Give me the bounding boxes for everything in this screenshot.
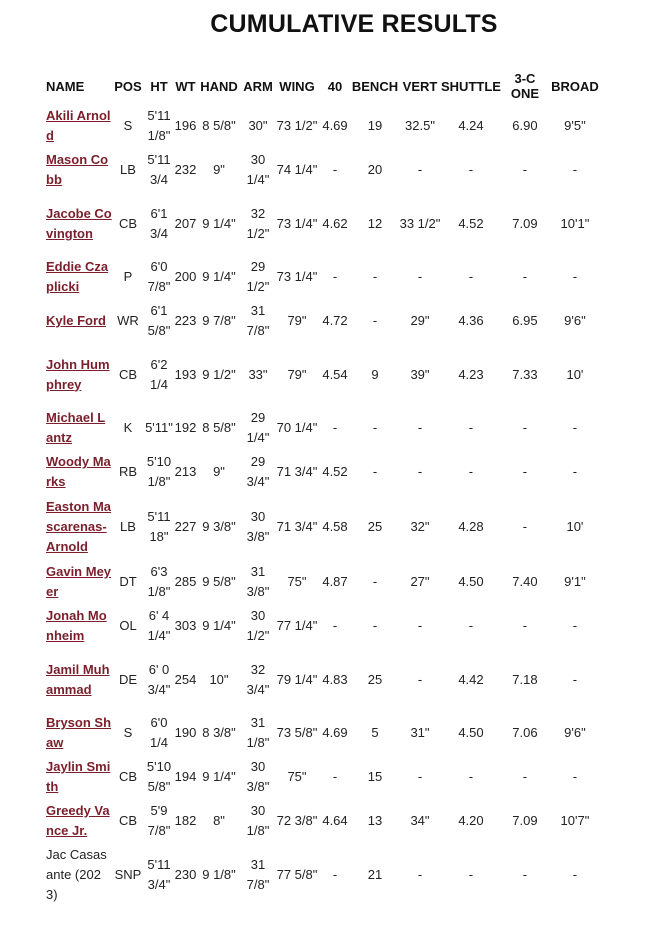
cell-forty: 4.64 — [322, 813, 348, 828]
player-name-link[interactable]: Jacobe Covington — [46, 205, 112, 241]
cell-wt: 232 — [174, 162, 197, 177]
cell-pos: P — [123, 269, 133, 284]
cell-vert: - — [417, 618, 423, 633]
cell-vert: 39" — [410, 366, 430, 382]
cell-broad: 10'7" — [560, 813, 590, 828]
cell-wing: 73 1/2" — [276, 118, 318, 133]
cell-wing: 75" — [287, 574, 307, 589]
cell-bench: 5 — [371, 725, 379, 740]
cell-hand: 9 1/4" — [202, 769, 236, 784]
cell-wt: 303 — [174, 618, 197, 633]
cell-shuttle: 4.28 — [458, 519, 484, 534]
player-name-cell — [44, 755, 112, 799]
cell-arm: 32 3/4" — [246, 661, 270, 697]
cell-vert: 27" — [410, 574, 430, 589]
cell-bench: - — [372, 313, 378, 328]
cell-arm: 30 3/8" — [246, 759, 270, 794]
player-name-cell — [44, 104, 112, 148]
cell-vert: - — [417, 769, 423, 784]
cell-pos: LB — [120, 519, 136, 534]
table-row — [44, 343, 601, 406]
player-name-link[interactable]: Easton Mascarenas-Arnold — [46, 499, 112, 554]
cell-ht: 5'11 1/8" — [147, 108, 171, 143]
cell-vert: 33 1/2" — [399, 215, 441, 231]
cell-bench: 12 — [367, 215, 383, 231]
column-header-three-cone: 3-CONE — [510, 71, 540, 101]
cell-broad: - — [572, 671, 578, 687]
cell-forty: 4.72 — [322, 313, 348, 328]
cell-ht: 6'0 7/8" — [147, 259, 171, 294]
cell-arm: 31 7/8" — [246, 856, 270, 892]
cell-ht: 6'2 1/4 — [149, 356, 169, 392]
cell-ht: 5'11 18" — [147, 509, 171, 544]
cell-cone: - — [522, 519, 528, 534]
cell-wt: 254 — [174, 671, 197, 687]
cell-shuttle: - — [468, 618, 474, 633]
cell-wt: 190 — [174, 725, 197, 740]
cell-vert: - — [417, 162, 423, 177]
cell-wt: 227 — [174, 519, 197, 534]
cell-pos: OL — [119, 618, 137, 633]
player-name-cell — [44, 711, 112, 755]
cell-shuttle: - — [468, 464, 474, 479]
cell-forty: 4.69 — [322, 725, 348, 740]
results-body — [44, 104, 601, 906]
column-header-wt: WT — [175, 78, 196, 94]
cell-hand: 8 5/8" — [202, 118, 236, 133]
cell-bench: 21 — [367, 866, 383, 882]
cell-arm: 29 3/4" — [246, 454, 270, 489]
column-header-hand: HAND — [200, 78, 238, 94]
cell-arm: 32 1/2" — [246, 205, 270, 241]
table-row — [44, 299, 601, 343]
cell-cone: 7.09 — [512, 813, 538, 828]
player-name-cell — [44, 406, 112, 450]
cell-wt: 194 — [174, 769, 197, 784]
cell-ht: 6'3 1/8" — [147, 564, 171, 599]
cell-bench: 15 — [367, 769, 383, 784]
column-header-pos: POS — [114, 78, 142, 94]
cell-ht: 5'11 3/4" — [147, 856, 171, 892]
cell-arm: 29 1/4" — [246, 410, 270, 445]
cell-ht: 6'0 1/4 — [149, 715, 169, 750]
cell-cone: 7.40 — [512, 574, 538, 589]
cell-vert: - — [417, 420, 423, 435]
cell-bench: - — [372, 618, 378, 633]
player-name-link[interactable]: Akili Arnold — [46, 108, 111, 143]
cell-pos: DT — [119, 574, 137, 589]
cell-vert: 32.5" — [405, 118, 435, 133]
cell-wing: 73 1/4" — [276, 215, 318, 231]
results-table — [44, 68, 601, 906]
cell-broad: 10' — [566, 366, 584, 382]
cell-vert: 29" — [410, 313, 430, 328]
cell-shuttle: 4.36 — [458, 313, 484, 328]
cell-bench: 25 — [367, 671, 383, 687]
table-row — [44, 406, 601, 450]
cell-broad: 10' — [566, 519, 584, 534]
cell-hand: 9 5/8" — [202, 574, 236, 589]
cell-forty: 4.62 — [322, 215, 348, 231]
cell-ht: 5'10 5/8" — [146, 759, 172, 794]
cell-wt: 200 — [174, 269, 197, 284]
cell-broad: - — [572, 269, 578, 284]
cell-arm: 33" — [248, 366, 268, 382]
cell-arm: 30" — [248, 118, 268, 133]
cell-ht: 6' 4 1/4" — [147, 608, 171, 643]
player-name-cell — [44, 148, 112, 192]
player-name-link[interactable]: Kyle Ford — [46, 313, 106, 328]
table-row — [44, 560, 601, 604]
cell-forty: 4.54 — [322, 366, 348, 382]
cell-pos: LB — [120, 162, 136, 177]
table-row — [44, 843, 601, 906]
player-name-cell — [44, 494, 112, 560]
cell-forty: 4.52 — [322, 464, 348, 479]
cell-wt: 207 — [174, 215, 197, 231]
cell-vert: 32" — [410, 519, 430, 534]
cell-cone: - — [522, 269, 528, 284]
cell-broad: - — [572, 769, 578, 784]
cell-wt: 192 — [174, 420, 197, 435]
cell-arm: 31 1/8" — [246, 715, 270, 750]
player-name-cell — [44, 299, 112, 343]
cell-broad: 9'5" — [564, 118, 586, 133]
cell-cone: - — [522, 769, 528, 784]
cell-wing: 77 5/8" — [276, 866, 318, 882]
cell-hand: 10" — [209, 671, 229, 687]
cell-forty: 4.69 — [322, 118, 348, 133]
cell-bench: 19 — [367, 118, 383, 133]
column-header-bench: BENCH — [351, 78, 399, 94]
cell-hand: 9" — [213, 162, 225, 177]
column-header-name: NAME — [46, 78, 85, 94]
cell-bench: 20 — [367, 162, 383, 177]
cell-shuttle: 4.24 — [458, 118, 484, 133]
table-row — [44, 755, 601, 799]
cell-pos: CB — [118, 366, 138, 382]
column-header-arm: ARM — [243, 78, 273, 94]
player-name-text: Jac Casasante (2023) — [46, 846, 107, 902]
cell-wing: 74 1/4" — [276, 162, 318, 177]
cell-forty: 4.83 — [322, 671, 348, 687]
table-row — [44, 450, 601, 494]
cell-wing: 75" — [287, 769, 307, 784]
cell-wt: 193 — [174, 366, 197, 382]
cell-forty: 4.87 — [322, 574, 348, 589]
cell-arm: 31 7/8" — [246, 303, 270, 338]
cell-forty: - — [332, 866, 338, 882]
cell-wt: 213 — [174, 464, 197, 479]
cell-vert: - — [417, 464, 423, 479]
cell-forty: - — [332, 162, 338, 177]
table-row — [44, 648, 601, 711]
cell-cone: 7.09 — [512, 215, 538, 231]
cell-shuttle: 4.50 — [458, 725, 484, 740]
cell-hand: 9 1/2" — [202, 366, 236, 382]
cell-hand: 9 1/8" — [202, 866, 236, 882]
player-name-link[interactable]: Eddie Czaplicki — [46, 259, 109, 294]
table-row — [44, 604, 601, 648]
cell-pos: CB — [118, 813, 138, 828]
cell-hand: 9 1/4" — [202, 618, 236, 633]
cell-cone: - — [522, 420, 528, 435]
cell-wt: 223 — [174, 313, 197, 328]
cell-bench: 13 — [367, 813, 383, 828]
cell-pos: RB — [118, 464, 138, 479]
cell-shuttle: 4.52 — [458, 215, 484, 231]
cell-arm: 30 1/2" — [246, 608, 270, 643]
cell-shuttle: 4.20 — [458, 813, 484, 828]
cell-broad: - — [572, 618, 578, 633]
cell-shuttle: - — [468, 866, 474, 882]
cell-cone: - — [522, 866, 528, 882]
cell-cone: - — [522, 618, 528, 633]
column-header-ht: HT — [150, 78, 168, 94]
player-name-link[interactable]: Jamil Muhammad — [46, 661, 110, 697]
cell-wing: 72 3/8" — [276, 813, 318, 828]
player-name-cell — [44, 192, 112, 255]
column-header-vert: VERT — [402, 78, 438, 94]
cell-shuttle: 4.42 — [458, 671, 484, 687]
cell-cone: 7.18 — [512, 671, 538, 687]
cell-ht: 5'9 7/8" — [147, 803, 171, 838]
cell-pos: CB — [118, 769, 138, 784]
column-header-shuttle: SHUTTLE — [441, 78, 501, 94]
page-title: CUMULATIVE RESULTS — [210, 10, 498, 38]
cell-hand: 9 7/8" — [202, 313, 236, 328]
cell-ht: 6'1 3/4 — [149, 205, 169, 241]
cell-hand: 9 3/8" — [202, 519, 236, 534]
cell-bench: 9 — [371, 366, 379, 382]
cell-wing: 79" — [287, 366, 307, 382]
player-name-cell — [44, 604, 112, 648]
cell-wing: 73 5/8" — [276, 725, 318, 740]
cell-vert: 34" — [410, 813, 430, 828]
cell-wt: 230 — [174, 866, 197, 882]
cell-broad: - — [572, 464, 578, 479]
cell-hand: 8 3/8" — [202, 725, 236, 740]
cell-bench: - — [372, 464, 378, 479]
cell-wing: 79" — [287, 313, 307, 328]
player-name-link[interactable]: Greedy Vance Jr. — [46, 803, 110, 838]
player-name-cell — [44, 450, 112, 494]
cell-shuttle: - — [468, 420, 474, 435]
cell-pos: S — [123, 725, 133, 740]
cell-ht: 6' 0 3/4" — [147, 661, 171, 697]
cell-cone: 6.90 — [512, 118, 538, 133]
cell-forty: - — [332, 420, 338, 435]
table-row — [44, 711, 601, 755]
cell-pos: WR — [117, 313, 139, 328]
player-name-link[interactable]: Mason Cobb — [46, 152, 109, 187]
cell-wing: 79 1/4" — [276, 671, 318, 687]
column-header-wing: WING — [279, 78, 315, 94]
cell-hand: 8" — [213, 813, 225, 828]
cell-forty: - — [332, 269, 338, 284]
player-name-cell — [44, 560, 112, 604]
cell-wt: 196 — [174, 118, 197, 133]
cell-arm: 30 1/8" — [246, 803, 270, 838]
cell-hand: 9 1/4" — [202, 215, 236, 231]
player-name-link[interactable]: Michael Lantz — [46, 410, 106, 445]
header-row — [44, 68, 601, 104]
cell-cone: - — [522, 162, 528, 177]
cell-cone: 7.06 — [512, 725, 538, 740]
player-name-cell — [44, 343, 112, 406]
cell-vert: 31" — [410, 725, 430, 740]
cell-ht: 5'11" — [145, 420, 173, 435]
cell-arm: 31 3/8" — [246, 564, 270, 599]
cell-cone: - — [522, 464, 528, 479]
cell-pos: K — [123, 420, 133, 435]
column-header-broad: BROAD — [551, 78, 599, 94]
cell-shuttle: 4.50 — [458, 574, 484, 589]
cell-broad: - — [572, 420, 578, 435]
table-row — [44, 104, 601, 148]
cell-broad: 9'6" — [564, 313, 586, 328]
cell-pos: CB — [118, 215, 138, 231]
player-name-cell — [44, 799, 112, 843]
cell-arm: 30 1/4" — [246, 152, 270, 187]
cell-hand: 8 5/8" — [202, 420, 236, 435]
cell-ht: 6'1 5/8" — [147, 303, 171, 338]
player-name-cell — [44, 648, 112, 711]
cell-cone: 6.95 — [512, 313, 538, 328]
cell-bench: - — [372, 269, 378, 284]
table-row — [44, 192, 601, 255]
cell-vert: - — [417, 269, 423, 284]
table-row — [44, 799, 601, 843]
column-header-forty: 40 — [327, 78, 343, 94]
cell-hand: 9 1/4" — [202, 269, 236, 284]
table-row — [44, 494, 601, 560]
cell-forty: - — [332, 769, 338, 784]
cell-bench: 25 — [367, 519, 383, 534]
cell-pos: DE — [118, 671, 138, 687]
cell-vert: - — [417, 866, 423, 882]
cell-broad: 9'6" — [564, 725, 586, 740]
cell-arm: 30 3/8" — [246, 509, 270, 544]
player-name-link[interactable]: John Humphrey — [46, 356, 110, 392]
player-name-link[interactable]: Jonah Monheim — [46, 608, 107, 643]
player-name-link[interactable]: Jaylin Smith — [46, 759, 111, 794]
cell-wt: 285 — [174, 574, 197, 589]
cell-hand: 9" — [213, 464, 225, 479]
player-name-cell — [44, 843, 112, 906]
cell-broad: - — [572, 866, 578, 882]
player-name-link[interactable]: Woody Marks — [46, 454, 111, 489]
cell-wing: 70 1/4" — [276, 420, 318, 435]
player-name-link[interactable]: Bryson Shaw — [46, 715, 112, 750]
cell-wing: 71 3/4" — [276, 464, 318, 479]
player-name-link[interactable]: Gavin Meyer — [46, 564, 112, 599]
table-row — [44, 255, 601, 299]
cell-shuttle: - — [468, 269, 474, 284]
cell-wing: 77 1/4" — [276, 618, 318, 633]
cell-bench: - — [372, 420, 378, 435]
cell-shuttle: 4.23 — [458, 366, 484, 382]
cell-pos: S — [123, 118, 133, 133]
cell-ht: 5'11 3/4 — [147, 152, 171, 187]
cell-wt: 182 — [174, 813, 197, 828]
cell-arm: 29 1/2" — [246, 259, 270, 294]
cell-shuttle: - — [468, 769, 474, 784]
cell-vert: - — [417, 671, 423, 687]
cell-wing: 71 3/4" — [276, 519, 318, 534]
cell-bench: - — [372, 574, 378, 589]
cell-pos: SNP — [114, 866, 142, 882]
player-name-cell — [44, 255, 112, 299]
cell-broad: - — [572, 162, 578, 177]
cell-broad: 9'1" — [564, 574, 586, 589]
cell-ht: 5'10 1/8" — [146, 454, 172, 489]
cell-forty: - — [332, 618, 338, 633]
cell-wing: 73 1/4" — [276, 269, 318, 284]
table-row — [44, 148, 601, 192]
cell-broad: 10'1" — [560, 215, 590, 231]
cell-forty: 4.58 — [322, 519, 348, 534]
cell-cone: 7.33 — [512, 366, 538, 382]
cell-shuttle: - — [468, 162, 474, 177]
